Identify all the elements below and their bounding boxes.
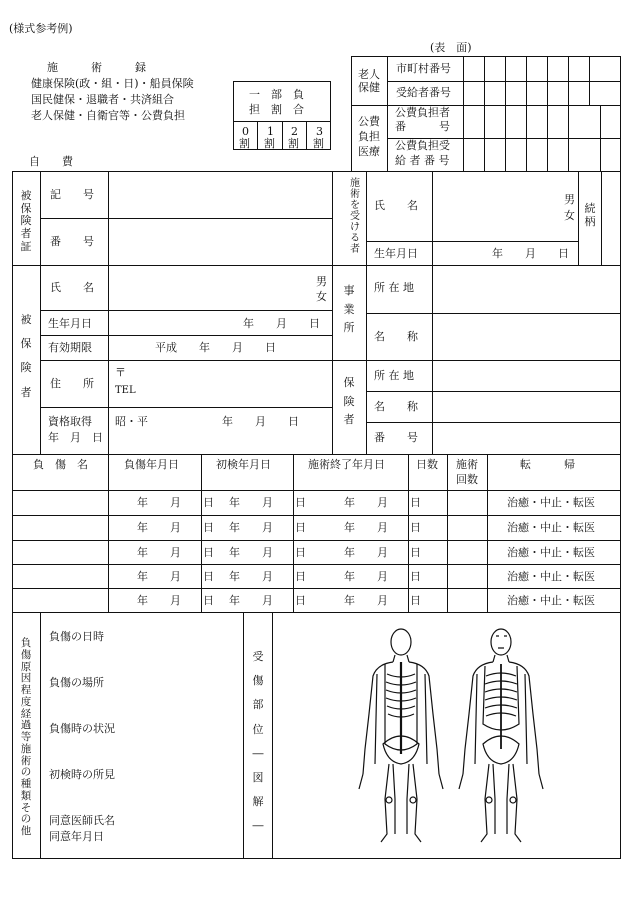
outcome-cell: 治癒・中止・転医	[507, 594, 595, 607]
sample-label: (様式参考例)	[9, 22, 73, 35]
end-date-cell: 年 月 日	[344, 570, 421, 583]
first-visit-cell: 年 月 日	[229, 546, 306, 559]
note-item-doctor-name: 同意医師氏名	[49, 814, 115, 827]
burden-title-2: 担 割 合	[249, 103, 304, 116]
note-item-injury-situation: 負傷時の状況	[49, 722, 115, 735]
end-date-cell: 年 月 日	[344, 594, 421, 607]
note-item-consent-date: 同意年月日	[49, 830, 104, 843]
injury-date-cell: 年 月 日	[137, 546, 214, 559]
insurer-address-label: 所 在 地	[374, 369, 414, 382]
burden-title-1: 一 部 負	[249, 88, 304, 101]
payer-no-label-1: 公費負担者	[395, 106, 450, 119]
recipient-male: 男	[564, 193, 575, 206]
recipient-label	[337, 178, 361, 255]
qualification-date: 年 月 日	[222, 415, 299, 428]
injury-name-header: 負 傷 名	[33, 458, 88, 471]
end-date-cell: 年 月 日	[344, 521, 421, 534]
burden-option-2-unit: 割	[288, 137, 299, 150]
qualification-label-2: 年 月 日	[48, 431, 103, 444]
first-visit-header: 初検年月日	[216, 458, 271, 471]
insured-address-label: 住 所	[50, 377, 94, 390]
office-label: 事業所	[343, 284, 355, 335]
injury-date-cell: 年 月 日	[137, 496, 214, 509]
burden-option-3-num: 3	[316, 125, 323, 138]
qualification-era: 昭・平	[115, 415, 148, 428]
recipient-no-label: 受給者番号	[396, 86, 451, 99]
payer-no-label-2: 番 号	[395, 120, 450, 133]
elderly-public-box	[351, 56, 621, 172]
outcome-cell: 治癒・中止・転医	[507, 546, 595, 559]
recipient-birth-label: 生年月日	[374, 247, 418, 260]
insured-female: 女	[316, 290, 327, 303]
self-pay-label: 自 費	[29, 155, 73, 168]
recipient-birth-date: 年 月 日	[492, 247, 569, 260]
injury-date-cell: 年 月 日	[137, 570, 214, 583]
insured-tel-label: TEL	[115, 385, 136, 396]
notes-label: 負傷原因程度経過等施術の種類その他	[20, 637, 32, 837]
insurer-name-label: 名 称	[374, 400, 418, 413]
insured-name-label: 氏 名	[50, 281, 94, 294]
form-title: 施 術 録	[47, 61, 146, 74]
elderly-label-1: 老人	[358, 68, 380, 81]
burden-option-0-num: 0	[242, 125, 249, 138]
outcome-header: 転 帰	[520, 458, 575, 471]
insured-birth-date: 年 月 日	[243, 317, 320, 330]
insured-postal-mark: 〒	[115, 366, 126, 379]
injury-date-cell: 年 月 日	[137, 594, 214, 607]
relation-label: 続柄	[584, 202, 596, 228]
elderly-label-2: 保健	[358, 81, 380, 94]
insured-label: 被保険者	[20, 313, 32, 399]
insurance-line-3: 老人保健・自衛官等・公費負担	[31, 109, 185, 122]
end-date-cell: 年 月 日	[344, 496, 421, 509]
body-diagram	[355, 624, 555, 849]
public-recipient-label-2: 給 者 番 号	[395, 154, 450, 167]
first-visit-cell: 年 月 日	[229, 496, 306, 509]
qualification-label-1: 資格取得	[48, 415, 92, 428]
first-visit-cell: 年 月 日	[229, 570, 306, 583]
outcome-cell: 治癒・中止・転医	[507, 521, 595, 534]
insured-valid-label: 有効期限	[48, 341, 92, 354]
burden-option-3-unit: 割	[313, 137, 324, 150]
recipient-label-text: 施術を受ける者	[350, 178, 360, 255]
front-label: (表 面)	[430, 41, 472, 54]
burden-option-1-unit: 割	[264, 137, 275, 150]
public-label-1: 公費	[358, 115, 380, 128]
outcome-cell: 治癒・中止・転医	[507, 496, 595, 509]
recipient-female: 女	[564, 209, 575, 222]
note-item-injury-datetime: 負傷の日時	[49, 630, 104, 643]
public-label-2: 負担	[358, 130, 380, 143]
office-address-label: 所 在 地	[374, 281, 414, 294]
insurance-line-1: 健康保険(政・組・日)・船員保険	[31, 77, 194, 90]
diagram-label: 受傷部位―図解―	[252, 650, 264, 833]
burden-option-2-num: 2	[291, 125, 298, 138]
burden-option-0-unit: 割	[239, 137, 250, 150]
skeleton-front-icon	[459, 629, 543, 842]
public-label-3: 医療	[358, 145, 380, 158]
public-recipient-label-1: 公費負担受	[395, 139, 450, 152]
skeleton-back-icon	[359, 629, 443, 842]
visits-header-1: 施術	[456, 458, 478, 471]
card-number-label: 番 号	[50, 235, 94, 248]
insured-male: 男	[316, 275, 327, 288]
days-header: 日数	[416, 458, 438, 471]
burden-option-1-num: 1	[267, 125, 274, 138]
note-item-first-findings: 初検時の所見	[49, 768, 115, 781]
municipality-no-label: 市町村番号	[396, 62, 451, 75]
insured-birth-label: 生年月日	[48, 317, 92, 330]
insurance-line-2: 国民健保・退職者・共済組合	[31, 93, 174, 106]
office-name-label: 名 称	[374, 330, 418, 343]
first-visit-cell: 年 月 日	[229, 521, 306, 534]
visits-header-2: 回数	[456, 473, 478, 486]
note-item-injury-place: 負傷の場所	[49, 676, 104, 689]
card-symbol-label: 記 号	[50, 188, 94, 201]
outcome-cell: 治癒・中止・転医	[507, 570, 595, 583]
insured-valid-date: 平成 年 月 日	[155, 341, 276, 354]
end-date-header: 施術終了年月日	[308, 458, 385, 471]
injury-date-header: 負傷年月日	[124, 458, 179, 471]
end-date-cell: 年 月 日	[344, 546, 421, 559]
insurer-label: 保険者	[343, 376, 355, 427]
recipient-name-label: 氏 名	[374, 199, 418, 212]
card-label: 被保険者証	[20, 189, 32, 253]
first-visit-cell: 年 月 日	[229, 594, 306, 607]
insurer-number-label: 番 号	[374, 431, 418, 444]
injury-date-cell: 年 月 日	[137, 521, 214, 534]
